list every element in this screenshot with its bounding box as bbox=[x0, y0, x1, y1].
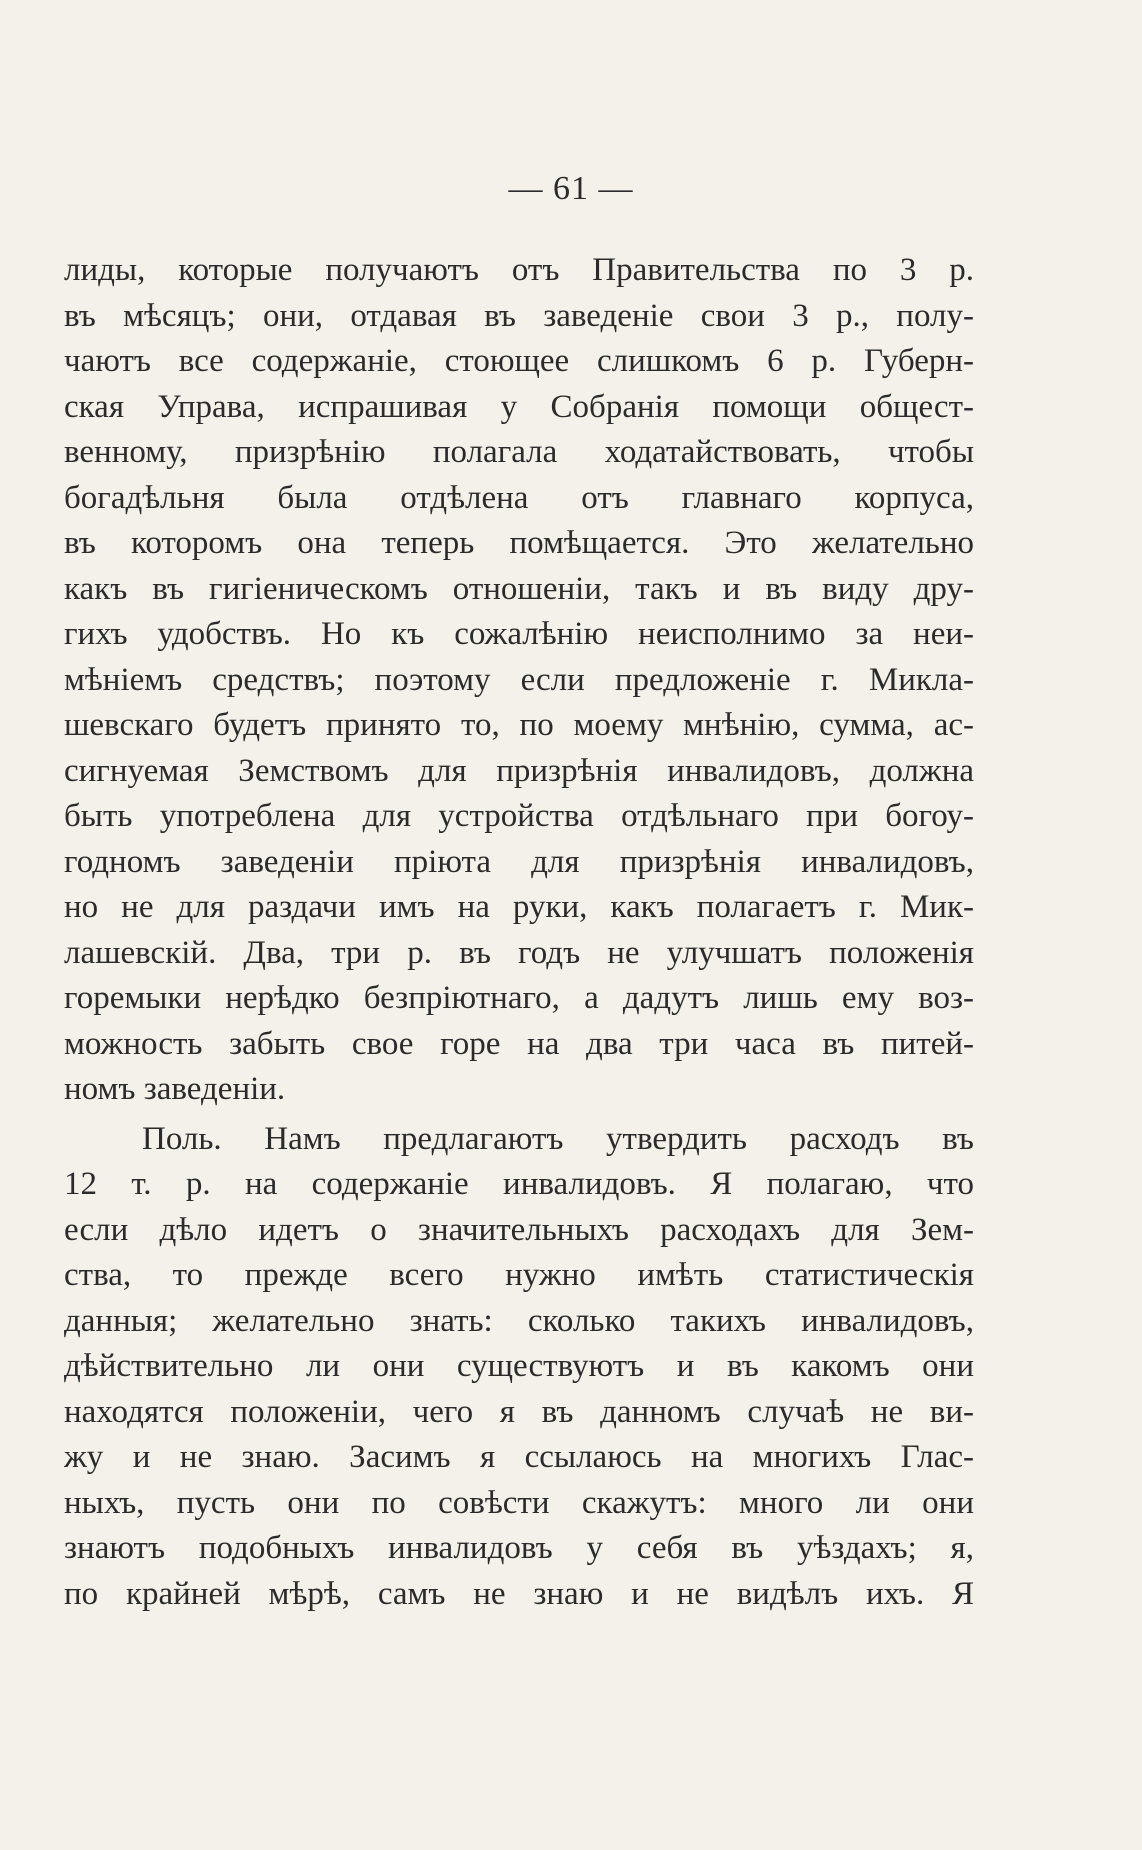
text-line: номъ заведеніи. bbox=[64, 1071, 286, 1107]
text-line: гихъ удобствъ. Но къ сожалѣнію неисполнимо за неи- bbox=[64, 616, 974, 652]
text-line: лашевскій. Два, три р. въ годъ не улучшатъ положенія bbox=[64, 934, 974, 971]
text-line: горемыки нерѣдко безпріютнаго, а дадутъ лишь ему воз- bbox=[64, 980, 974, 1016]
text-line: если дѣло идетъ о значительныхъ расходахъ для Зем- bbox=[64, 1211, 974, 1248]
text-line: Поль. Намъ предлагаютъ утвердить расходъ въ bbox=[142, 1120, 974, 1157]
text-line: ская Управа, испрашивая у Собранія помощи общест- bbox=[64, 388, 974, 425]
paragraph-2 bbox=[64, 1117, 974, 1618]
text-line: сигнуемая Земствомъ для призрѣнія инвалидовъ, должна bbox=[64, 752, 974, 789]
text-line: данныя; желательно знать: сколько такихъ инвалидовъ, bbox=[64, 1302, 974, 1339]
text-line: лиды, которые получаютъ отъ Правительства по 3 р. bbox=[64, 252, 974, 288]
text-line: въ которомъ она теперь помѣщается. Это желательно bbox=[64, 525, 974, 561]
body-text bbox=[64, 248, 974, 1617]
text-line: находятся положеніи, чего я въ данномъ случаѣ не ви- bbox=[64, 1393, 974, 1430]
text-line: можность забыть свое горе на два три часа въ питей- bbox=[64, 1025, 974, 1062]
text-line: мѣніемъ средствъ; поэтому если предложеніе г. Микла- bbox=[64, 661, 974, 698]
text-line: богадѣльня была отдѣлена отъ главнаго корпуса, bbox=[64, 479, 974, 516]
text-line: какъ въ гигіеническомъ отношеніи, такъ и въ виду дру- bbox=[64, 570, 974, 607]
text-line: шевскаго будетъ принято то, по моему мнѣнію, сумма, ас- bbox=[64, 707, 974, 743]
text-line: ныхъ, пусть они по совѣсти скажутъ: много ли они bbox=[64, 1484, 974, 1521]
text-line: чаютъ все содержаніе, стоющее слишкомъ 6 р. Губерн- bbox=[64, 343, 974, 379]
text-line: но не для раздачи имъ на руки, какъ полагаетъ г. Мик- bbox=[64, 889, 974, 925]
text-line: годномъ заведеніи пріюта для призрѣнія инвалидовъ, bbox=[64, 843, 974, 880]
text-line: дѣйствительно ли они существуютъ и въ какомъ они bbox=[64, 1348, 974, 1384]
text-line: по крайней мѣрѣ, самъ не знаю и не видѣлъ ихъ. Я bbox=[64, 1575, 974, 1612]
page-number: — 61 — bbox=[508, 170, 634, 207]
text-line: быть употреблена для устройства отдѣльнаго при богоу- bbox=[64, 798, 974, 834]
text-line: ства, то прежде всего нужно имѣть статистическія bbox=[64, 1257, 974, 1293]
text-line: знаютъ подобныхъ инвалидовъ у себя въ уѣздахъ; я, bbox=[64, 1530, 974, 1566]
text-line: жу и не знаю. Засимъ я ссылаюсь на многихъ Глас- bbox=[64, 1439, 974, 1475]
text-line: въ мѣсяцъ; они, отдавая въ заведеніе свои 3 р., полу- bbox=[64, 297, 974, 334]
text-line: венному, призрѣнію полагала ходатайствовать, чтобы bbox=[64, 434, 974, 470]
text-line: 12 т. р. на содержаніе инвалидовъ. Я полагаю, что bbox=[64, 1166, 974, 1202]
paragraph-1 bbox=[64, 248, 974, 1113]
